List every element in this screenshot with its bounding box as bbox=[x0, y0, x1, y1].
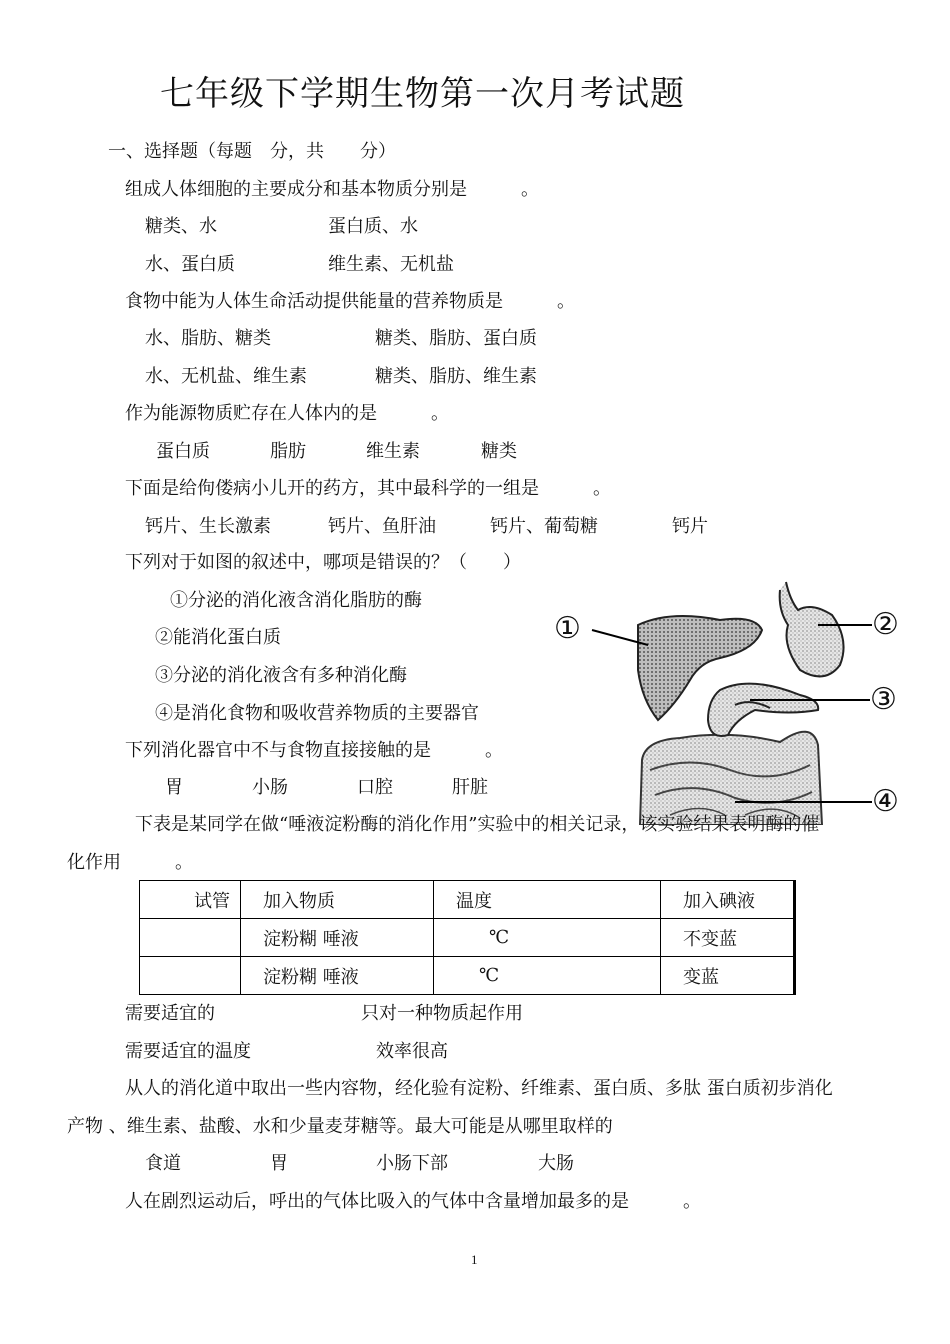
question-2-stem: 食物中能为人体生命活动提供能量的营养物质是 。 bbox=[125, 291, 575, 312]
table-cell: 淀粉糊 唾液 bbox=[241, 957, 434, 995]
question-6-option-a: 胃 bbox=[165, 777, 183, 798]
question-8-stem-line-1: 从人的消化道中取出一些内容物，经化验有淀粉、纤维素、蛋白质、多肽 蛋白质初步消化 bbox=[125, 1078, 833, 1099]
question-9-stem: 人在剧烈运动后，呼出的气体比吸入的气体中含量增加最多的是 。 bbox=[125, 1191, 701, 1212]
stomach-shape bbox=[780, 582, 844, 676]
table-cell bbox=[140, 957, 241, 995]
question-6-option-d: 肝脏 bbox=[452, 777, 488, 798]
intestine-shape bbox=[640, 732, 822, 825]
question-5-option-c: ③分泌的消化液含有多种消化酶 bbox=[155, 665, 407, 686]
question-7-option-c: 需要适宜的温度 bbox=[125, 1041, 251, 1062]
question-5-option-a: ①分泌的消化液含消化脂肪的酶 bbox=[170, 590, 422, 611]
question-7-stem-line-2: 化作用 。 bbox=[67, 852, 193, 873]
table-header-cell: 试管 bbox=[140, 881, 241, 919]
question-4-option-d: 钙片 bbox=[672, 516, 708, 537]
question-4-stem: 下面是给佝偻病小儿开的药方，其中最科学的一组是 。 bbox=[125, 478, 611, 499]
question-2-option-a: 水、脂肪、糖类 bbox=[145, 328, 271, 349]
question-6-option-b: 小肠 bbox=[252, 777, 288, 798]
pancreas-shape bbox=[708, 684, 818, 736]
page-title: 七年级下学期生物第一次月考试题 bbox=[160, 74, 685, 114]
question-2-option-c: 水、无机盐、维生素 bbox=[145, 366, 307, 387]
question-5-stem: 下列对于如图的叙述中，哪项是错误的？（ ） bbox=[125, 552, 521, 573]
question-8-option-d: 大肠 bbox=[538, 1153, 574, 1174]
table-cell: ℃ bbox=[434, 919, 661, 957]
question-3-option-c: 维生素 bbox=[366, 441, 420, 462]
question-1-stem: 组成人体细胞的主要成分和基本物质分别是 。 bbox=[125, 179, 539, 200]
question-5-option-d: ④是消化食物和吸收营养物质的主要器官 bbox=[155, 703, 479, 724]
section-heading: 一、选择题（每题 分，共 分） bbox=[108, 141, 396, 162]
question-6-stem: 下列消化器官中不与食物直接接触的是 。 bbox=[125, 740, 503, 761]
question-2-option-b: 糖类、脂肪、蛋白质 bbox=[375, 328, 537, 349]
question-7-option-b: 只对一种物质起作用 bbox=[361, 1003, 523, 1024]
question-8-option-c: 小肠下部 bbox=[376, 1153, 448, 1174]
question-2-option-d: 糖类、脂肪、维生素 bbox=[375, 366, 537, 387]
experiment-table bbox=[139, 880, 796, 995]
question-8-stem-line-2: 产物 、维生素、盐酸、水和少量麦芽糖等。最大可能是从哪里取样的 bbox=[67, 1116, 613, 1137]
table-cell bbox=[140, 919, 241, 957]
question-1-option-a: 糖类、水 bbox=[145, 216, 217, 237]
table-cell: 不变蓝 bbox=[661, 919, 795, 957]
table-row bbox=[140, 919, 795, 957]
question-1-option-c: 水、蛋白质 bbox=[145, 254, 235, 275]
question-7-option-a: 需要适宜的 bbox=[125, 1003, 215, 1024]
figure-label-2: ② bbox=[872, 607, 899, 642]
question-8-option-b: 胃 bbox=[270, 1153, 288, 1174]
question-4-option-c: 钙片、葡萄糖 bbox=[490, 516, 598, 537]
table-header-row bbox=[140, 881, 795, 919]
question-3-option-d: 糖类 bbox=[481, 441, 517, 462]
figure-label-1: ① bbox=[554, 611, 581, 646]
table-header-cell: 加入碘液 bbox=[661, 881, 795, 919]
question-1-option-d: 维生素、无机盐 bbox=[328, 254, 454, 275]
digestive-organs-illustration bbox=[550, 570, 910, 825]
digestive-system-figure bbox=[550, 570, 910, 825]
table-cell: ℃ bbox=[434, 957, 661, 995]
question-7-stem-line-1: 下表是某同学在做“唾液淀粉酶的消化作用”实验中的相关记录，该实验结果表明酶的催 bbox=[135, 814, 820, 835]
table-cell: 淀粉糊 唾液 bbox=[241, 919, 434, 957]
question-6-option-c: 口腔 bbox=[357, 777, 393, 798]
question-1-option-b: 蛋白质、水 bbox=[328, 216, 418, 237]
question-4-option-a: 钙片、生长激素 bbox=[145, 516, 271, 537]
table-header-cell: 加入物质 bbox=[241, 881, 434, 919]
question-5-option-b: ②能消化蛋白质 bbox=[155, 627, 281, 648]
figure-label-3: ③ bbox=[870, 682, 897, 717]
question-3-option-a: 蛋白质 bbox=[156, 441, 210, 462]
table-row bbox=[140, 957, 795, 995]
question-3-stem: 作为能源物质贮存在人体内的是 。 bbox=[125, 403, 449, 424]
question-8-option-a: 食道 bbox=[145, 1153, 181, 1174]
table-header-cell: 温度 bbox=[434, 881, 661, 919]
table-cell: 变蓝 bbox=[661, 957, 795, 995]
page-number: 1 bbox=[471, 1252, 478, 1267]
question-7-option-d: 效率很高 bbox=[376, 1041, 448, 1062]
question-4-option-b: 钙片、鱼肝油 bbox=[328, 516, 436, 537]
figure-label-4: ④ bbox=[872, 784, 899, 819]
question-3-option-b: 脂肪 bbox=[270, 441, 306, 462]
